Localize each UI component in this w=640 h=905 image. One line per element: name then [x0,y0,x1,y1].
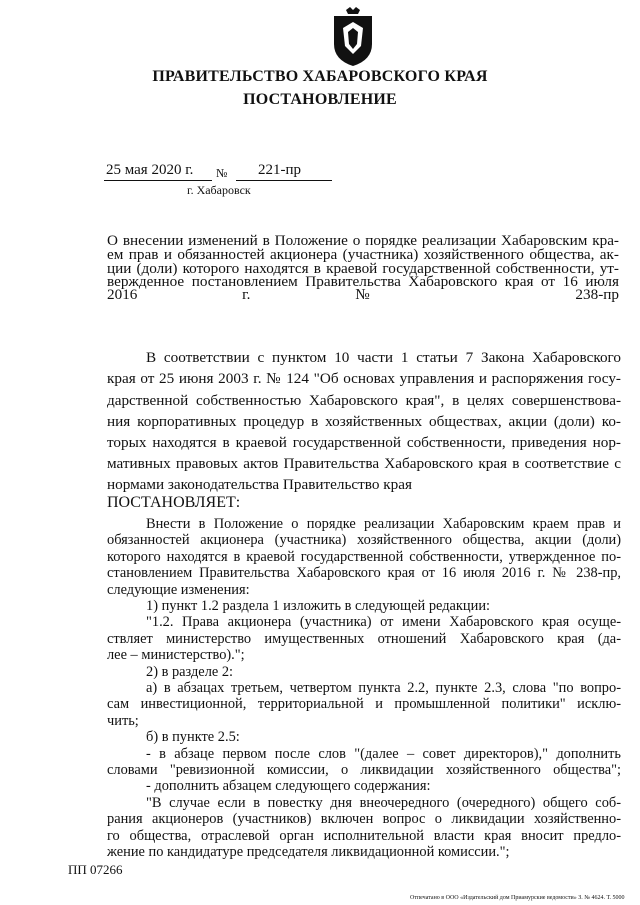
number-sign: № [216,166,228,180]
body-line: 2) в разделе 2: [146,663,234,680]
body-line: словами "ревизионной комиссии, о ликвидации хозяйственного общества"; [107,762,621,778]
body-line: - дополнить абзацем следующего содержания: [146,778,431,795]
document-code: ПП 07266 [68,862,123,877]
title-line: 2016 г. № 238-пр [107,286,619,303]
body-line: го общества, отраслевой орган исполнительной власти края вносит предло- [107,827,621,844]
body-line: чить; [107,712,139,729]
body-line: 1) пункт 1.2 раздела 1 изложить в следующей редакции: [146,598,491,614]
date-underline [104,180,212,181]
body-line: б) в пункте 2.5: [146,729,240,746]
body-line: становлением Правительства Хабаровского края от 16 июля 2016 г. № 238-пр, [107,565,621,582]
document-date: 25 мая 2020 г. [106,162,194,178]
coat-of-arms-emblem [328,6,378,68]
body-line: Внести в Положение о порядке реализации Хабаровским краем прав и [146,516,621,532]
title-line: вержденное постановлением Правительства Хабаровского края от 16 июля [107,273,619,290]
body-line: ствляет министерство имущественных отношений Хабаровского края (да- [107,630,621,647]
printer-note: Отпечатано в ООО «Издательский дом Приамурские ведомости» З. № 4624. Т. 5000 [410,895,625,901]
body-line: "1.2. Права акционера (участника) от имени Хабаровского края осуще- [146,614,621,631]
preamble-line: ния корпоративных процедур в хозяйственных обществах, акции (доли) ко- [107,413,621,430]
body-line: сам инвестиционной, территориальной и промышленной политики" исклю- [107,696,621,713]
organization-title: ПРАВИТЕЛЬСТВО ХАБАРОВСКОГО КРАЯ [152,68,488,85]
body-line: которого находятся в краевой государственной собственности, утвержденное по- [107,548,621,565]
body-line: следующие изменения: [107,581,250,598]
title-line: ем прав и обязанностей акционера (участника) хозяйственного общества, ак- [107,246,619,263]
body-line: рания акционеров (участников) включен вопрос о ликвидации хозяйственно- [107,811,621,828]
body-line: жение по кандидатуре председателя ликвидационной комиссии."; [107,844,510,860]
title-line: ции (доли) которого находятся в краевой государственной собственности, ут- [107,260,619,277]
preamble-line: нормами законодательства Правительство края [107,476,412,493]
city-label: г. Хабаровск [187,183,251,197]
preamble-line: дарственной собственностью Хабаровского края", в целях совершенствова- [107,392,621,409]
resolves-heading: ПОСТАНОВЛЯЕТ: [107,494,241,511]
body-line: обязанностей акционера (участника) хозяйственного общества, акции (доли) [107,532,621,549]
preamble-line: мативных правовых актов Правительства Хабаровского края в соответствие с [107,455,621,472]
document-type: ПОСТАНОВЛЕНИЕ [243,91,397,108]
body-line: "В случае если в повестку дня внеочередного (очередного) общего соб- [146,794,621,811]
preamble-line: края от 25 июня 2003 г. № 124 "Об основах управления и распоряжения госу- [107,370,621,387]
body-line: лее – министерство)."; [107,647,245,664]
body-line: а) в абзацах третьем, четвертом пункта 2.2, пункте 2.3, слова "по вопро- [146,680,621,696]
preamble-line: торых находятся в краевой государственной собственности, приведения нор- [107,434,621,451]
title-line: О внесении изменений в Положение о порядке реализации Хабаровским кра- [107,232,619,249]
preamble-line: В соответствии с пунктом 10 части 1 статьи 7 Закона Хабаровского [146,349,621,366]
number-underline [236,180,332,181]
body-line: - в абзаце первом после слов "(далее – совет директоров)," дополнить [146,745,621,762]
document-number: 221-пр [258,162,302,178]
